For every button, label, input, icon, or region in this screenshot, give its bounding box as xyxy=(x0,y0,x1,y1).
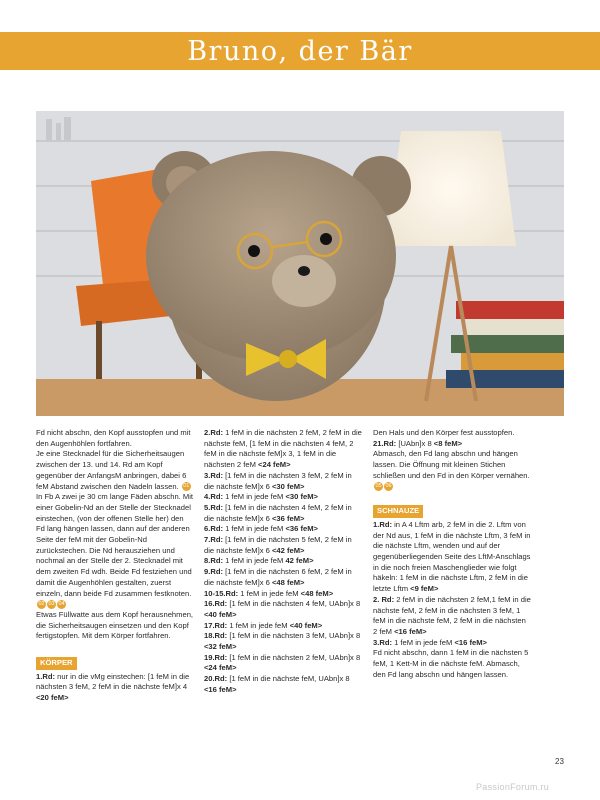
step-badge: 05 xyxy=(375,483,382,490)
closing-text: Abmasch, den Fd lang abschn und hängen lassen. Die Öffnung mit kleinen Stichen schließen und den Fd in den Körper vernähen. 05 06 xyxy=(373,449,530,490)
round-row: 21.Rd: [UAbn]x 8 <8 feM> xyxy=(373,438,463,448)
body-finish-text: Den Hals und den Körper fest ausstopfen. xyxy=(373,428,515,437)
section-heading-snout: SCHNAUZE xyxy=(373,505,423,518)
round-row: 2.Rd: 1 feM in die nächsten 2 feM, 2 feM in die nächste feM, [1 feM in die nächsten 4 feM, 2 feM in die nächste feM]x 3, 1 feM in die nächsten 2 feM <24 feM> xyxy=(204,428,362,470)
column-1 xyxy=(36,428,194,704)
step-badge: 06 xyxy=(385,483,392,490)
round-row: 5.Rd: [1 feM in die nächsten 4 feM, 2 feM in die nächste feM]x 6 <36 feM> xyxy=(204,502,352,523)
eye-sockets-text: In Fb A zwei je 30 cm lange Fäden abschn. Mit einer Gobelin-Nd an der Stelle der Stecknadel einstechen, (von der offenen Stelle her) den Fd lang hängen lassen, dann auf der anderen Seite der feM mit der Gobelin-Nd zurückstechen. Die Nd herausziehen und nochmal an der Stelle der 2. Stecknadel mit dem zweiten Fd wdh. Beide Fd festziehen und damit die Augenhöhlen gestalten, zuerst einzeln, dann beide Fd zusammen festknoten. 02 03 04 xyxy=(36,492,194,607)
round-row: 1.Rd: in A 4 Lftm arb, 2 feM in die 2. Lftm von der Nd aus, 1 feM in die nächste Lftm, 3 feM in die nächste Lftm, wenden und auf der gegenüberliegenden Seite des LftM-Anschlags in die noch freien Maschenglieder wie folgt häkeln: 1 feM in die nächste Lftm, 2 feM in die letzte Lftm <9 feM> xyxy=(373,519,531,594)
snout-finish-text: Fd nicht abschn, dann 1 feM in die nächsten 5 feM, 1 Kett-M in die nächste feM. Abmasch, den Fd lang abschn und hängen lassen. xyxy=(373,648,529,679)
step-badge: 01 xyxy=(183,483,190,490)
round-row: 2. Rd: 2 feM in die nächsten 2 feM,1 feM in die nächste feM, 2 feM in die nächsten 3 feM, 1 feM in die nächste feM, 2 feM in die nächsten 2 feM <16 feM> xyxy=(373,594,531,636)
round-row: 8.Rd: 1 feM in jede feM 42 feM> xyxy=(204,556,314,566)
round-row: 7.Rd: [1 feM in die nächsten 5 feM, 2 feM in die nächste feM]x 6 <42 feM> xyxy=(204,535,352,555)
bear-photo xyxy=(36,111,564,416)
column-2 xyxy=(204,428,362,696)
watermark: PassionForum.ru xyxy=(476,782,550,792)
round-row: 1.Rd: nur in die vMg einstechen: [1 feM in die nächsten 3 feM, 2 feM in die nächste feM]x 4 <20 feM> xyxy=(36,671,190,703)
step-badge: 03 xyxy=(48,600,55,607)
round-row: 10-15.Rd: 1 feM in jede feM <48 feM> xyxy=(204,588,334,598)
page-title: Bruno, der Bär xyxy=(187,35,413,67)
section-heading-body: KÖRPER xyxy=(36,657,77,670)
title-banner xyxy=(0,32,600,70)
round-row: 9.Rd: [1 feM in die nächsten 6 feM, 2 feM in die nächste feM]x 6 <48 feM> xyxy=(204,567,352,587)
round-row: 6.Rd: 1 feM in jede feM <36 feM> xyxy=(204,524,318,534)
column-3 xyxy=(373,428,531,680)
page-number: 23 xyxy=(555,757,564,766)
round-row: 16.Rd: [1 feM in die nächsten 4 feM, UAbn]x 8 <40 feM> xyxy=(204,599,361,619)
round-row: 3.Rd: [1 feM in die nächsten 3 feM, 2 feM in die nächste feM]x 6 <30 feM> xyxy=(204,470,352,491)
stuffing-text: Etwas Füllwatte aus dem Kopf herausnehmen, die Sicherheitsaugen einsetzen und den Kopf fertigstopfen. Mit dem Körper fortfahren. xyxy=(36,609,194,641)
step-badge: 02 xyxy=(38,600,45,607)
eyes-placement-text: Je eine Stecknadel für die Sicherheitsaugen zwischen der 13. und 14. Rd am Kopf gegenüber der AnfangsM anbringen, dabei 6 feM Abstand zwischen den Nadeln lassen. 01 xyxy=(36,449,190,491)
round-row: 19.Rd: [1 feM in die nächsten 2 feM, UAbn]x 8 <24 feM> xyxy=(204,652,361,673)
round-row: 3.Rd: 1 feM in jede feM <16 feM> xyxy=(373,637,487,647)
intro-text: Fd nicht abschn, den Kopf ausstopfen und mit den Augenhöhlen fortfahren. xyxy=(36,428,191,448)
round-row: 18.Rd: [1 feM in die nächsten 3 feM, UAbn]x 8 <32 feM> xyxy=(204,631,361,652)
round-row: 4.Rd: 1 feM in jede feM <30 feM> xyxy=(204,492,318,502)
round-row: 17.Rd: 1 feM in jede feM <40 feM> xyxy=(204,620,323,630)
round-row: 20.Rd: [1 feM in die nächste feM, UAbn]x 8 <16 feM> xyxy=(204,674,350,694)
step-badge: 04 xyxy=(58,600,65,607)
